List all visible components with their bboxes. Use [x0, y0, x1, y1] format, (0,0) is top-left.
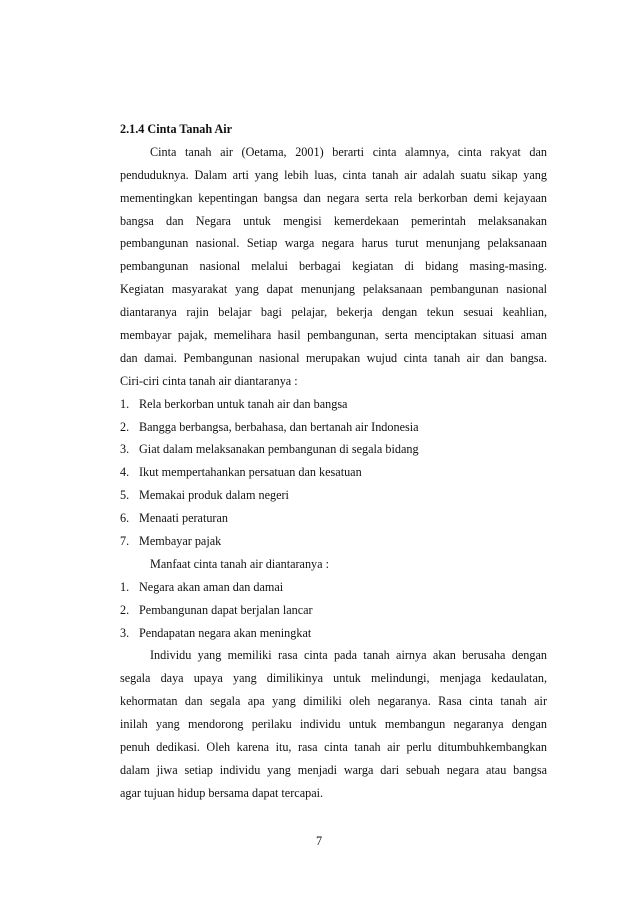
paragraph-line: segala daya upaya yang dimilikinya untuk melindungi, menjaga kedaulatan,	[120, 671, 547, 686]
paragraph-line: pembangunan nasional. Setiap warga negara harus turut menunjang pelaksanaan	[120, 236, 547, 251]
list-number: 6.	[120, 511, 130, 526]
list-text: Bangga berbangsa, berbahasa, dan bertanah air Indonesia	[139, 419, 419, 434]
paragraph-line: kehormatan dan segala apa yang dimiliki oleh negaranya. Rasa cinta tanah air	[120, 694, 547, 709]
paragraph-line: agar tujuan hidup bersama dapat tercapai.	[120, 785, 324, 800]
list-item	[120, 576, 547, 599]
page-number: 7	[315, 834, 323, 848]
list-item	[120, 530, 547, 553]
list-text: Negara akan aman dan damai	[139, 579, 284, 594]
manfaat-intro: Manfaat cinta tanah air diantaranya :	[150, 556, 329, 571]
list-item	[120, 599, 547, 622]
list-number: 5.	[120, 488, 130, 503]
list-item	[120, 507, 547, 530]
paragraph-line: dalam jiwa setiap individu yang menjadi warga dari sebuah negara atau bangsa	[120, 762, 547, 777]
paragraph-line: Cinta tanah air (Oetama, 2001) berarti cinta alamnya, cinta rakyat dan	[150, 144, 547, 159]
list-number: 4.	[120, 465, 130, 480]
list-item	[120, 393, 547, 416]
paragraph-line: mementingkan kepentingan bangsa dan negara serta rela berkorban demi kejayaan	[120, 190, 547, 205]
paragraph-line: penduduknya. Dalam arti yang lebih luas, cinta tanah air adalah suatu sikap yang	[120, 167, 547, 182]
list-number: 7.	[120, 534, 130, 549]
list-item	[120, 461, 547, 484]
intro-paragraph	[120, 141, 547, 370]
list-number: 3.	[120, 625, 130, 640]
list-number: 1.	[120, 396, 130, 411]
list-number: 2.	[120, 419, 130, 434]
paragraph-line: pembangunan nasional melalui berbagai kegiatan di bidang masing-masing.	[120, 259, 547, 274]
list-number: 1.	[120, 579, 130, 594]
document-page	[120, 118, 547, 805]
paragraph-line: inilah yang mendorong perilaku individu untuk membangun negaranya dengan	[120, 717, 547, 732]
list-number: 3.	[120, 442, 130, 457]
paragraph-line: Kegiatan masyarakat yang dapat menunjang pelaksanaan pembangunan nasional	[120, 282, 547, 297]
list-text: Pembangunan dapat berjalan lancar	[139, 602, 313, 617]
manfaat-list	[120, 576, 547, 645]
list-text: Rela berkorban untuk tanah air dan bangsa	[139, 396, 348, 411]
paragraph-line: Individu yang memiliki rasa cinta pada tanah airnya akan berusaha dengan	[150, 648, 547, 663]
list-item	[120, 416, 547, 439]
paragraph-line: membayar pajak, memelihara hasil pembangunan, serta menciptakan situasi aman	[120, 328, 547, 343]
list-text: Pendapatan negara akan meningkat	[139, 625, 312, 640]
list-text: Ikut mempertahankan persatuan dan kesatuan	[139, 465, 362, 480]
list-item	[120, 484, 547, 507]
list-number: 2.	[120, 602, 130, 617]
list-text: Memakai produk dalam negeri	[139, 488, 289, 503]
list-item	[120, 622, 547, 645]
paragraph-line: penuh dedikasi. Oleh karena itu, rasa cinta tanah air perlu ditumbuhkembangkan	[120, 740, 547, 755]
ciri-list	[120, 393, 547, 553]
paragraph-line: dan damai. Pembangunan nasional merupakan wujud cinta tanah air dan bangsa.	[120, 350, 547, 365]
paragraph-line: diantaranya rajin belajar bagi pelajar, bekerja dengan tekun sesuai keahlian,	[120, 305, 547, 320]
list-text: Giat dalam melaksanakan pembangunan di segala bidang	[139, 442, 419, 457]
section-heading: 2.1.4 Cinta Tanah Air	[120, 122, 233, 136]
list-text: Menaati peraturan	[139, 511, 228, 526]
closing-paragraph	[120, 644, 547, 804]
paragraph-line: bangsa dan Negara untuk mengisi kemerdekaan pemerintah melaksanakan	[120, 213, 547, 228]
list-text: Membayar pajak	[139, 534, 222, 549]
list-item	[120, 438, 547, 461]
ciri-intro: Ciri-ciri cinta tanah air diantaranya :	[120, 373, 298, 388]
